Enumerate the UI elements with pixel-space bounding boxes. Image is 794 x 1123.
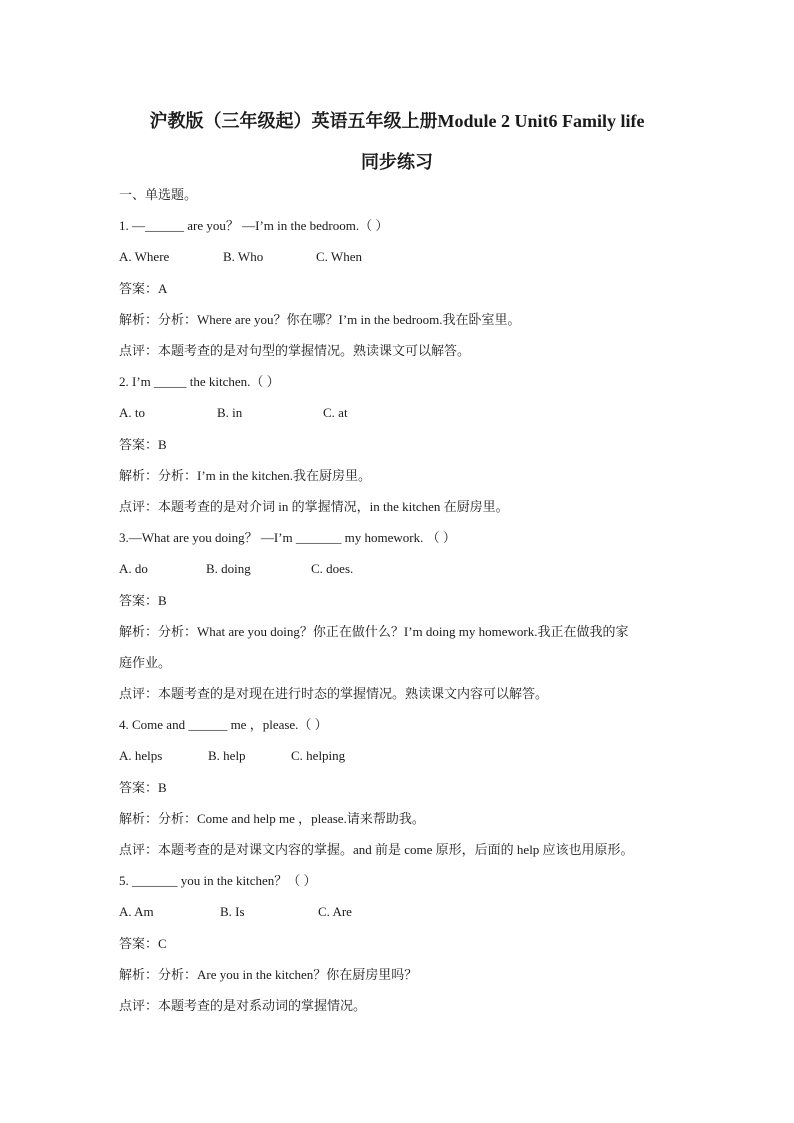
question-5-analysis: 解析：分析：Are you in the kitchen？你在厨房里吗？ [119, 967, 418, 982]
question-1-options [119, 248, 362, 266]
option-b: B. doing [206, 561, 251, 576]
option-b: B. Is [220, 904, 245, 919]
option-c: C. When [316, 249, 362, 264]
option-a: A. do [119, 561, 148, 576]
question-4-analysis: 解析：分析：Come and help me ，please.请来帮助我。 [119, 811, 425, 826]
question-5-answer: 答案：C [119, 936, 167, 951]
question-1-stem: 1. —______ are you？ —I’m in the bedroom.（ ） [119, 218, 389, 233]
question-3-stem: 3.—What are you doing？ —I’m _______ my homework. （ ） [119, 530, 456, 545]
option-c: C. at [323, 405, 348, 420]
question-5-comment: 点评：本题考查的是对系动词的掌握情况。 [119, 998, 367, 1013]
option-b: B. help [208, 748, 246, 763]
question-2-options [119, 404, 348, 422]
question-4-stem: 4. Come and ______ me ，please.（ ） [119, 717, 328, 732]
question-5-options [119, 903, 352, 921]
option-b: B. in [217, 405, 243, 420]
option-a: A. Am [119, 904, 154, 919]
option-a: A. helps [119, 748, 163, 763]
section-heading: 一、单选题。 [119, 187, 198, 202]
question-2-comment: 点评：本题考查的是对介词 in 的掌握情况，in the kitchen 在厨房里。 [119, 499, 509, 514]
question-2-analysis: 解析：分析：I’m in the kitchen.我在厨房里。 [119, 468, 372, 483]
question-3-comment: 点评：本题考查的是对现在进行时态的掌握情况。熟读课文内容可以解答。 [119, 686, 549, 701]
option-c: C. does. [311, 561, 354, 576]
question-3-options [119, 560, 353, 578]
question-3-answer: 答案：B [119, 593, 167, 608]
question-3-analysis-continued: 庭作业。 [119, 655, 172, 670]
question-1-answer: 答案：A [119, 281, 168, 296]
question-5-stem: 5. _______ you in the kitchen？（ ） [119, 873, 317, 888]
question-2-stem: 2. I’m _____ the kitchen.（ ） [119, 374, 280, 389]
question-1-comment: 点评：本题考查的是对句型的掌握情况。熟读课文可以解答。 [119, 343, 471, 358]
option-b: B. Who [223, 249, 264, 264]
question-3-analysis: 解析：分析：What are you doing？你正在做什么？I’m doing my homework.我正在做我的家 [119, 624, 629, 639]
document-title: 沪教版（三年级起）英语五年级上册Module 2 Unit6 Family life [149, 111, 645, 131]
question-4-answer: 答案：B [119, 780, 167, 795]
document-subtitle: 同步练习 [361, 152, 433, 172]
option-c: C. Are [318, 904, 352, 919]
option-a: A. Where [119, 249, 170, 264]
option-c: C. helping [291, 748, 346, 763]
question-1-analysis: 解析：分析：Where are you？你在哪？I’m in the bedroom.我在卧室里。 [119, 312, 521, 327]
question-4-comment: 点评：本题考查的是对课文内容的掌握。and 前是 come 原形，后面的 help 应该也用原形。 [119, 842, 634, 857]
question-4-options [119, 747, 345, 765]
question-2-answer: 答案：B [119, 437, 167, 452]
option-a: A. to [119, 405, 145, 420]
